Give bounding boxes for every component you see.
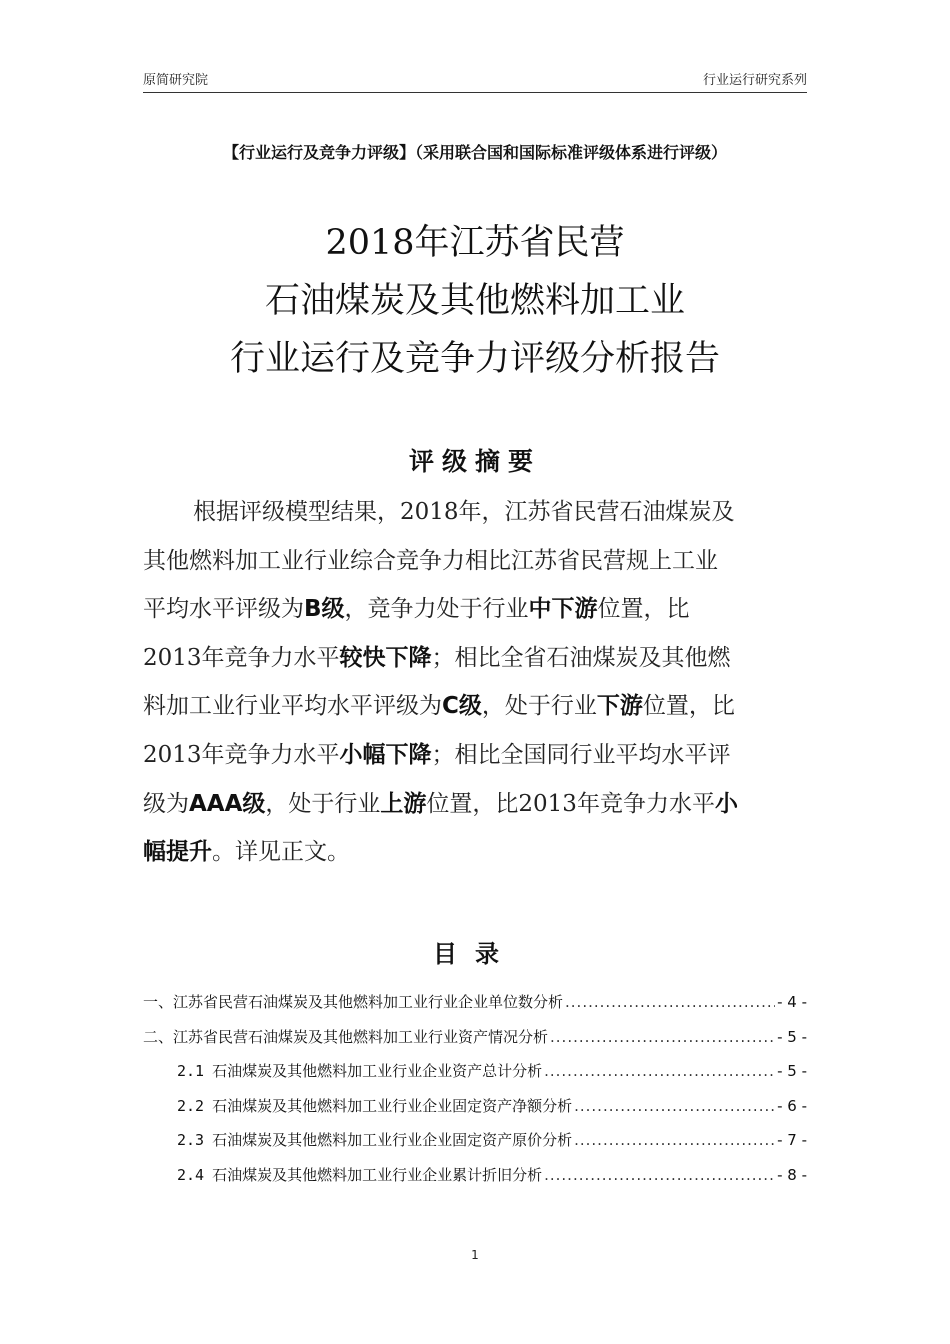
header-rule bbox=[143, 92, 807, 93]
toc-leader-dots bbox=[574, 1126, 775, 1154]
toc-page-number: - 7 - bbox=[777, 1131, 807, 1149]
abstract-text: 料加工业行业平均水平评级为 bbox=[143, 693, 442, 720]
abstract-text: 位置，比 bbox=[642, 693, 735, 720]
abstract-text: ，处于行业 bbox=[481, 693, 597, 720]
toc-entry[interactable] bbox=[143, 988, 807, 1023]
rating-grade-province-industry: B级 bbox=[304, 596, 345, 623]
rating-grade-national: AAA级 bbox=[189, 790, 266, 817]
abstract-text: ；相比全国同行业平均水平评 bbox=[431, 741, 731, 768]
toc-entry-title: 二、江苏省民营石油煤炭及其他燃料加工业行业资产情况分析 bbox=[143, 1027, 549, 1046]
trend-highlight: 小幅下降 bbox=[339, 741, 432, 768]
toc-leader-dots bbox=[565, 988, 775, 1016]
header-right-text: 行业运行研究系列 bbox=[702, 73, 807, 88]
abstract-text: ，处于行业 bbox=[265, 790, 381, 817]
toc-page-number: - 5 - bbox=[777, 1027, 807, 1046]
abstract-line bbox=[143, 731, 807, 780]
toc-section-number: 2.4 bbox=[177, 1165, 205, 1184]
toc-leader-dots bbox=[544, 1161, 775, 1189]
title-line-2: 石油煤炭及其他燃料加工业 bbox=[264, 281, 685, 321]
toc-page-number: - 6 - bbox=[777, 1096, 807, 1115]
abstract-line bbox=[143, 780, 807, 829]
abstract-text: 2013年竞争力水平 bbox=[143, 644, 340, 671]
abstract-text: 平均水平评级为 bbox=[143, 596, 304, 623]
abstract-text: ，竞争力处于行业 bbox=[344, 596, 529, 623]
toc-subentry[interactable] bbox=[143, 1126, 807, 1161]
toc-subentry[interactable] bbox=[143, 1057, 807, 1092]
abstract-text: 根据评级模型结果，2018年，江苏省民营石油煤炭及 bbox=[193, 499, 735, 525]
abstract-heading: 评级摘要 bbox=[408, 447, 541, 476]
toc-heading: 目录 bbox=[433, 940, 517, 968]
toc-section-number: 2.2 bbox=[177, 1096, 205, 1115]
toc-entry-title: 石油煤炭及其他燃料加工业行业企业固定资产原价分析 bbox=[212, 1131, 573, 1149]
abstract-text: 位置，比2013年竞争力水平 bbox=[426, 790, 715, 817]
toc-leader-dots bbox=[550, 1023, 775, 1051]
abstract-line bbox=[143, 585, 807, 634]
abstract-line bbox=[143, 537, 807, 586]
trend-highlight: 幅提升 bbox=[143, 839, 212, 866]
toc-entry[interactable] bbox=[143, 1023, 807, 1058]
abstract-line bbox=[143, 682, 807, 731]
header-left-text: 原简研究院 bbox=[143, 73, 209, 88]
abstract-text: 位置，比 bbox=[597, 596, 690, 623]
abstract-text: 其他燃料加工业行业综合竞争力相比江苏省民营规上工业 bbox=[143, 547, 718, 574]
abstract-text: 2013年竞争力水平 bbox=[143, 741, 340, 768]
toc-page-number: - 5 - bbox=[777, 1062, 807, 1080]
title-line-3: 行业运行及竞争力评级分析报告 bbox=[229, 339, 720, 379]
page-header bbox=[143, 66, 807, 88]
abstract-body bbox=[143, 488, 807, 877]
page-number: 1 bbox=[471, 1248, 479, 1262]
abstract-line bbox=[143, 488, 807, 537]
report-tagline: 【行业运行及竞争力评级】（采用联合国和国际标准评级体系进行评级） bbox=[222, 143, 727, 162]
toc-leader-dots bbox=[574, 1092, 775, 1120]
toc-entry-title: 一、江苏省民营石油煤炭及其他燃料加工业行业企业单位数分析 bbox=[143, 993, 564, 1011]
toc-section-number: 2.1 bbox=[177, 1062, 205, 1080]
report-title bbox=[0, 214, 950, 388]
title-line-1: 2018年江苏省民营 bbox=[325, 223, 625, 263]
toc-page-number: - 4 - bbox=[777, 993, 807, 1011]
toc-entry-title: 石油煤炭及其他燃料加工业行业企业资产总计分析 bbox=[212, 1062, 543, 1080]
abstract-line bbox=[143, 828, 807, 877]
position-highlight: 下游 bbox=[596, 693, 643, 720]
position-highlight: 上游 bbox=[380, 790, 427, 817]
toc-subentry[interactable] bbox=[143, 1161, 807, 1196]
toc-leader-dots bbox=[544, 1057, 775, 1085]
table-of-contents bbox=[143, 988, 807, 1195]
abstract-text: ；相比全省石油煤炭及其他燃 bbox=[431, 644, 731, 671]
rating-grade-province-sector: C级 bbox=[442, 693, 482, 720]
abstract-text: 级为 bbox=[143, 790, 189, 817]
toc-subentry[interactable] bbox=[143, 1092, 807, 1127]
trend-highlight: 较快下降 bbox=[339, 644, 432, 671]
toc-page-number: - 8 - bbox=[777, 1165, 807, 1184]
trend-highlight: 小 bbox=[714, 790, 738, 817]
abstract-text: 。详见正文。 bbox=[212, 839, 350, 866]
position-highlight: 中下游 bbox=[528, 596, 598, 623]
toc-section-number: 2.3 bbox=[177, 1131, 205, 1149]
toc-entry-title: 石油煤炭及其他燃料加工业行业企业累计折旧分析 bbox=[212, 1165, 543, 1184]
abstract-line bbox=[143, 634, 807, 683]
toc-entry-title: 石油煤炭及其他燃料加工业行业企业固定资产净额分析 bbox=[212, 1096, 573, 1115]
